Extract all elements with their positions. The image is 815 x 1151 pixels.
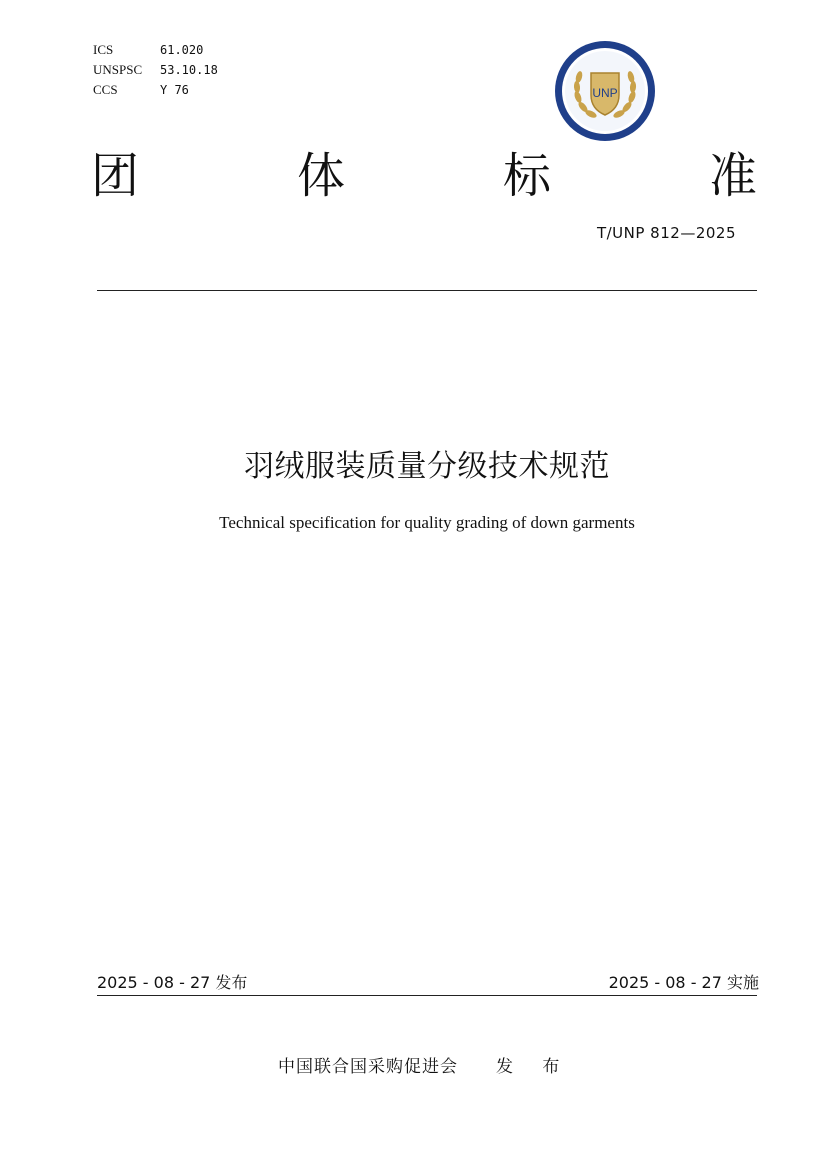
issue-date: 2025 - 08 - 27 发布 xyxy=(97,973,248,992)
classification-codes xyxy=(93,40,218,100)
unp-logo-emblem xyxy=(551,37,659,145)
footer-divider xyxy=(97,995,757,996)
issuer-action: 发 布 xyxy=(496,1057,572,1077)
classification-key: ICS xyxy=(93,42,114,57)
standard-type-char: 准 xyxy=(708,148,757,204)
document-title-chinese: 羽绒服装质量分级技术规范 xyxy=(244,449,610,484)
effective-date: 2025 - 08 - 27 实施 xyxy=(608,973,759,992)
standard-type-heading xyxy=(91,145,757,207)
standard-type-char: 标 xyxy=(502,148,551,204)
standard-number: T/UNP 812—2025 xyxy=(596,224,736,242)
classification-key: UNSPSC xyxy=(93,62,143,77)
classification-value: 53.10.18 xyxy=(160,63,218,77)
classification-value: 61.020 xyxy=(160,43,204,57)
document-title-english: Technical specification for quality grading of down garments xyxy=(219,513,635,532)
logo-text: UNP xyxy=(592,86,618,100)
issuer-name: 中国联合国采购促进会 xyxy=(278,1057,458,1077)
classification-row-unspsc xyxy=(93,60,218,80)
header-divider xyxy=(97,290,757,291)
classification-row-ccs xyxy=(93,80,218,100)
issuing-organization xyxy=(278,1052,571,1077)
classification-key: CCS xyxy=(93,82,118,97)
standard-type-char: 团 xyxy=(91,148,140,204)
standard-type-char: 体 xyxy=(296,148,345,204)
classification-row-ics xyxy=(93,40,218,60)
classification-value: Y 76 xyxy=(160,83,189,97)
